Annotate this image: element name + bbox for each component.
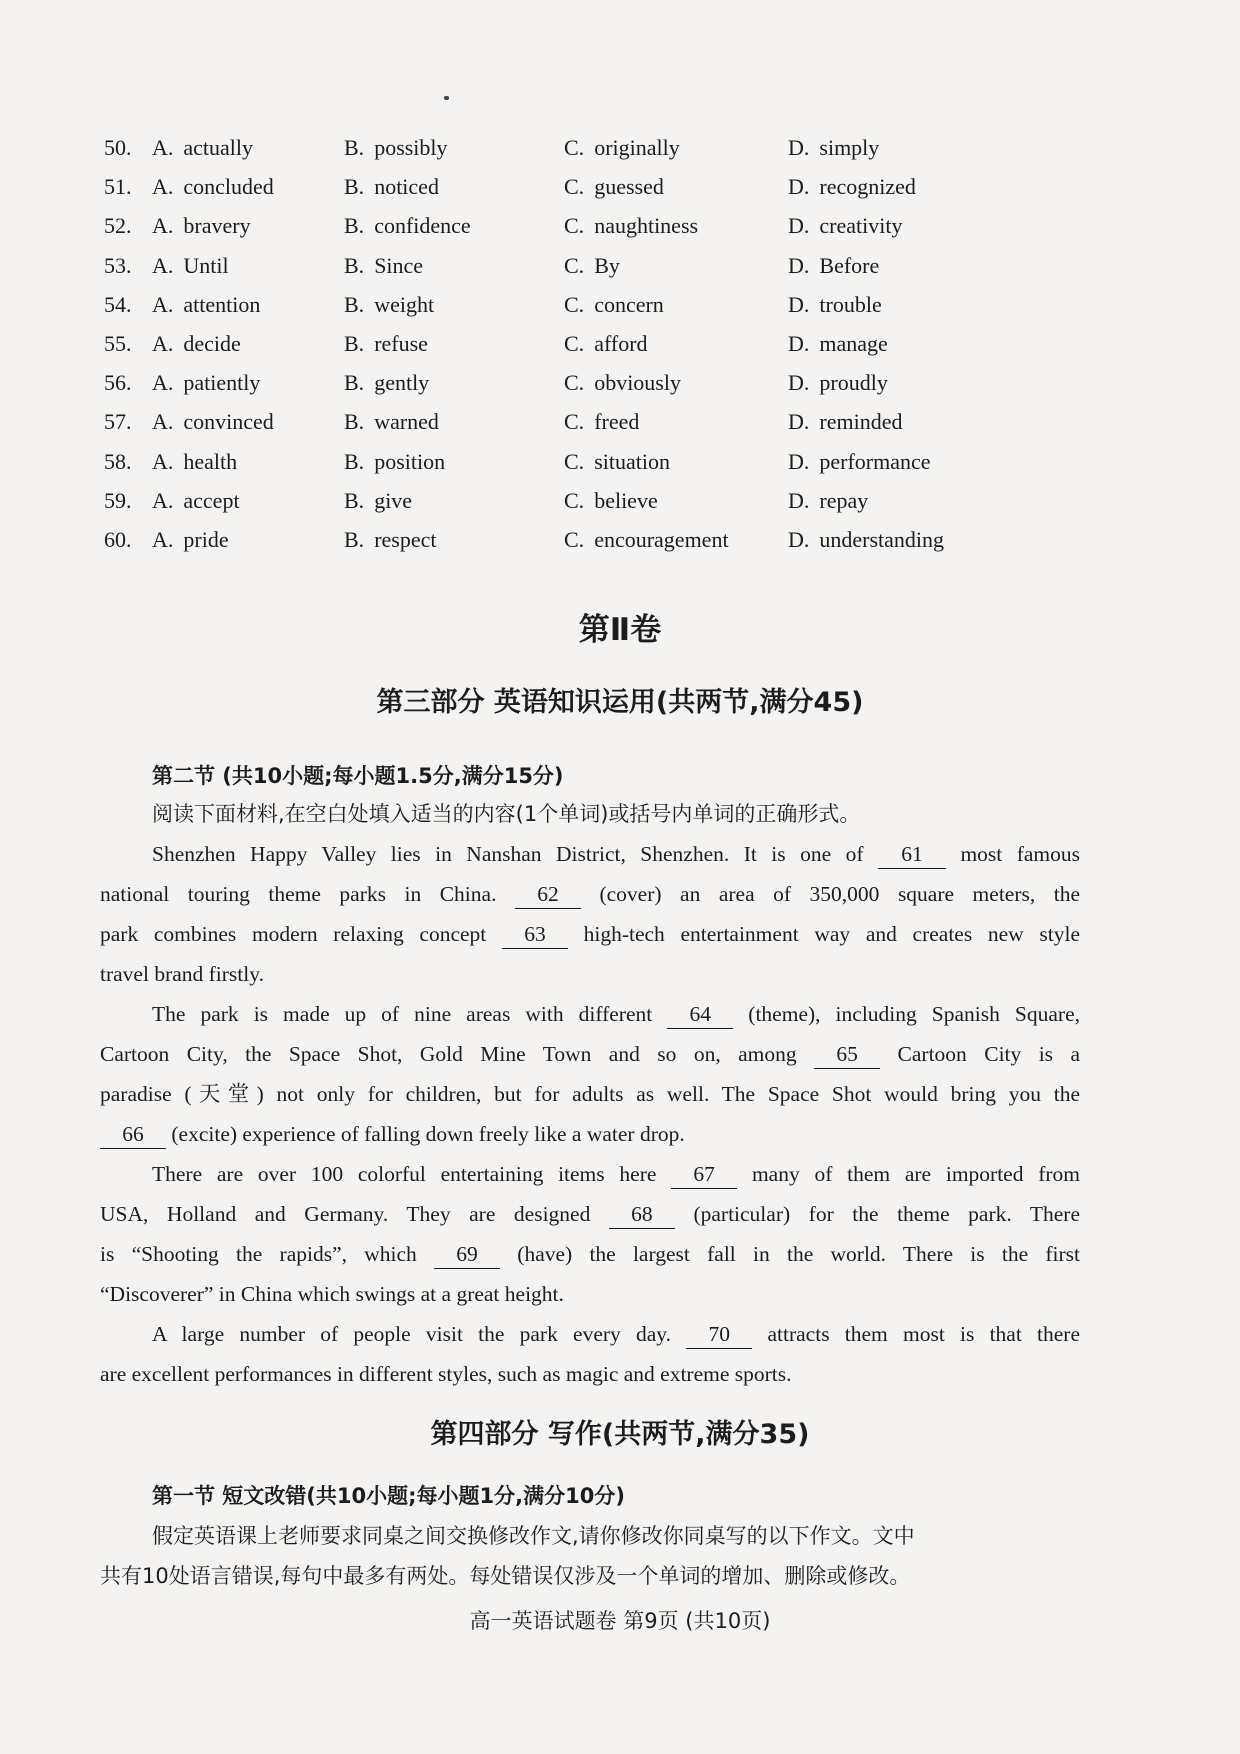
option-b — [344, 206, 471, 245]
passage-line — [100, 1194, 1080, 1234]
option-d — [788, 206, 902, 245]
option-letter: D. — [788, 174, 810, 200]
choice-row — [104, 246, 1004, 285]
passage-text: There are over 100 colorful entertaining items here — [152, 1162, 657, 1186]
passage-text: park combines modern relaxing concept — [100, 922, 487, 946]
passage-line — [100, 1034, 1080, 1074]
option-b — [344, 167, 439, 206]
option-letter: C. — [564, 526, 585, 552]
choice-row — [104, 402, 1004, 441]
option-d — [788, 324, 888, 363]
option-letter: A. — [152, 330, 174, 356]
option-d — [788, 128, 879, 167]
option-c — [564, 167, 664, 206]
option-text: concluded — [183, 174, 274, 200]
option-b — [344, 442, 445, 481]
option-letter: B. — [344, 291, 365, 317]
option-text: position — [374, 448, 446, 474]
option-text: give — [374, 487, 413, 513]
passage-text: attracts them most is that there — [767, 1322, 1080, 1346]
option-text: afford — [594, 330, 648, 356]
option-text: situation — [594, 448, 670, 474]
option-b — [344, 285, 434, 324]
blank-70: 70 — [686, 1320, 752, 1349]
option-a — [152, 206, 251, 245]
option-a — [152, 481, 240, 520]
choice-row — [104, 324, 1004, 363]
option-letter: C. — [564, 174, 585, 200]
option-a — [152, 520, 229, 559]
option-text: weight — [374, 291, 435, 317]
choice-table — [104, 128, 1004, 559]
option-d — [788, 402, 902, 441]
option-letter: C. — [564, 213, 585, 239]
option-text: recognized — [819, 174, 916, 200]
option-c — [564, 363, 681, 402]
option-text: refuse — [374, 330, 428, 356]
section1-instruction-line1: 假定英语课上老师要求同桌之间交换修改作文,请你修改你同桌写的以下作文。文中 — [152, 1524, 915, 1548]
blank-62: 62 — [515, 880, 581, 909]
option-a — [152, 128, 253, 167]
option-letter: C. — [564, 252, 585, 278]
option-letter: D. — [788, 448, 810, 474]
question-number: 59. — [104, 487, 132, 513]
option-text: respect — [374, 526, 437, 552]
question-number: 50. — [104, 135, 132, 160]
option-b — [344, 363, 429, 402]
passage-text: USA, Holland and Germany. They are designed — [100, 1202, 591, 1226]
option-letter: C. — [564, 135, 585, 160]
cloze-passage — [100, 834, 1080, 1394]
passage-line — [100, 1274, 1080, 1314]
blank-64: 64 — [667, 1000, 733, 1029]
option-c — [564, 402, 639, 441]
option-letter: D. — [788, 252, 810, 278]
option-letter: B. — [344, 370, 365, 396]
section1-heading: 第一节 短文改错(共10小题;每小题1分,满分10分) — [152, 1484, 625, 1508]
option-letter: A. — [152, 526, 174, 552]
option-letter: B. — [344, 526, 365, 552]
section1-instruction-line2: 共有10处语言错误,每句中最多有两处。每处错误仅涉及一个单词的增加、删除或修改。 — [100, 1564, 911, 1588]
option-c — [564, 442, 670, 481]
page-footer: 高一英语试题卷 第9页 (共10页) — [469, 1609, 771, 1633]
option-text: confidence — [374, 213, 471, 239]
passage-text: The park is made up of nine areas with different — [152, 1002, 653, 1026]
passage-line — [100, 1154, 1080, 1194]
option-text: By — [594, 252, 620, 278]
option-text: actually — [183, 135, 254, 160]
option-a — [152, 167, 274, 206]
option-text: gently — [374, 370, 430, 396]
option-text: performance — [819, 448, 931, 474]
option-c — [564, 128, 680, 167]
option-b — [344, 402, 439, 441]
passage-text: A large number of people visit the park every day. — [152, 1322, 672, 1346]
option-letter: B. — [344, 487, 365, 513]
passage-text: is “Shooting the rapids”, which — [100, 1242, 417, 1266]
question-number: 55. — [104, 330, 132, 356]
option-letter: B. — [344, 252, 365, 278]
passage-text: Cartoon City, the Space Shot, Gold Mine Town and so on, among — [100, 1042, 797, 1066]
option-text: reminded — [819, 409, 903, 435]
passage-line — [100, 1354, 1080, 1394]
option-letter: B. — [344, 448, 365, 474]
option-text: manage — [819, 330, 888, 356]
passage-line — [100, 954, 1080, 994]
section2-instruction: 阅读下面材料,在空白处填入适当的内容(1个单词)或括号内单词的正确形式。 — [152, 802, 861, 826]
passage-line — [100, 914, 1080, 954]
option-b — [344, 324, 428, 363]
option-letter: B. — [344, 409, 365, 435]
option-letter: C. — [564, 448, 585, 474]
choice-row — [104, 167, 1004, 206]
option-d — [788, 363, 888, 402]
option-text: freed — [594, 409, 640, 435]
section2-heading: 第二节 (共10小题;每小题1.5分,满分15分) — [152, 764, 564, 788]
option-text: creativity — [819, 213, 903, 239]
question-number: 53. — [104, 252, 132, 278]
passage-line — [100, 874, 1080, 914]
passage-line — [100, 1074, 1080, 1114]
blank-68: 68 — [609, 1200, 675, 1229]
option-letter: A. — [152, 135, 174, 160]
option-letter: D. — [788, 135, 810, 160]
option-b — [344, 246, 423, 285]
passage-text: (have) the largest fall in the world. There is the first — [517, 1242, 1081, 1266]
option-a — [152, 442, 237, 481]
option-letter: C. — [564, 370, 585, 396]
choice-row — [104, 442, 1004, 481]
option-letter: D. — [788, 526, 810, 552]
option-letter: D. — [788, 330, 810, 356]
passage-text: Cartoon City is a — [897, 1042, 1081, 1066]
option-letter: D. — [788, 370, 810, 396]
passage-line — [100, 1234, 1080, 1274]
option-a — [152, 324, 241, 363]
option-d — [788, 520, 944, 559]
option-b — [344, 128, 448, 167]
passage-text: most famous — [960, 842, 1081, 866]
option-text: warned — [374, 409, 439, 435]
passage-text: national touring theme parks in China. — [100, 882, 497, 906]
passage-text: paradise (天堂) not only for children, but for adults as well. The Space Shot would bring you the — [100, 1082, 1080, 1106]
option-letter: D. — [788, 213, 810, 239]
option-text: decide — [183, 330, 241, 356]
blank-61: 61 — [878, 840, 946, 869]
passage-text: are excellent performances in different styles, such as magic and extreme sports. — [100, 1362, 792, 1386]
option-a — [152, 363, 260, 402]
option-text: believe — [594, 487, 658, 513]
option-letter: C. — [564, 409, 585, 435]
option-c — [564, 481, 658, 520]
passage-line — [100, 994, 1080, 1034]
passage-line — [100, 1114, 1080, 1154]
option-text: Before — [819, 252, 880, 278]
option-text: trouble — [819, 291, 882, 317]
option-letter: A. — [152, 252, 174, 278]
scan-mark — [444, 96, 449, 100]
option-text: understanding — [819, 526, 945, 552]
question-number: 52. — [104, 213, 132, 239]
option-text: originally — [594, 135, 680, 160]
option-letter: A. — [152, 370, 174, 396]
option-text: Since — [374, 252, 424, 278]
option-text: simply — [819, 135, 880, 160]
option-c — [564, 206, 698, 245]
option-text: noticed — [374, 174, 439, 200]
passage-text: high-tech entertainment way and creates new style — [583, 922, 1080, 946]
question-number: 60. — [104, 526, 132, 552]
choice-row — [104, 481, 1004, 520]
option-text: pride — [183, 526, 229, 552]
blank-63: 63 — [502, 920, 568, 949]
choice-row — [104, 285, 1004, 324]
option-text: repay — [819, 487, 869, 513]
option-letter: C. — [564, 330, 585, 356]
option-text: proudly — [819, 370, 888, 396]
question-number: 58. — [104, 448, 132, 474]
option-letter: A. — [152, 291, 174, 317]
option-d — [788, 442, 931, 481]
passage-text: travel brand firstly. — [100, 962, 264, 986]
option-c — [564, 324, 648, 363]
option-text: Until — [183, 252, 229, 278]
option-d — [788, 167, 916, 206]
passage-text: (theme), including Spanish Square, — [748, 1002, 1080, 1026]
option-c — [564, 520, 729, 559]
option-letter: A. — [152, 174, 174, 200]
option-b — [344, 520, 436, 559]
option-d — [788, 285, 882, 324]
option-text: attention — [183, 291, 261, 317]
passage-line — [100, 834, 1080, 874]
option-letter: D. — [788, 487, 810, 513]
question-number: 57. — [104, 409, 132, 435]
blank-65: 65 — [814, 1040, 880, 1069]
option-letter: B. — [344, 174, 365, 200]
part3-title: 第三部分 英语知识运用(共两节,满分45) — [376, 687, 864, 718]
option-a — [152, 246, 229, 285]
question-number: 51. — [104, 174, 132, 200]
passage-text: (cover) an area of 350,000 square meters, the — [599, 882, 1081, 906]
option-c — [564, 246, 620, 285]
option-letter: D. — [788, 409, 810, 435]
option-text: concern — [594, 291, 664, 317]
option-b — [344, 481, 412, 520]
option-text: accept — [183, 487, 240, 513]
passage-text: “Discoverer” in China which swings at a great height. — [100, 1282, 564, 1306]
option-letter: C. — [564, 487, 585, 513]
option-text: patiently — [183, 370, 261, 396]
option-d — [788, 246, 879, 285]
passage-text: many of them are imported from — [751, 1162, 1081, 1186]
option-letter: A. — [152, 409, 174, 435]
option-text: convinced — [183, 409, 274, 435]
passage-line — [100, 1314, 1080, 1354]
choice-row — [104, 206, 1004, 245]
option-text: encouragement — [594, 526, 729, 552]
option-letter: A. — [152, 213, 174, 239]
option-text: naughtiness — [594, 213, 699, 239]
option-letter: D. — [788, 291, 810, 317]
option-text: possibly — [374, 135, 448, 160]
passage-text: (excite) experience of falling down freely like a water drop. — [171, 1122, 685, 1146]
option-letter: C. — [564, 291, 585, 317]
option-a — [152, 285, 260, 324]
question-number: 54. — [104, 291, 132, 317]
choice-row — [104, 363, 1004, 402]
option-letter: B. — [344, 213, 365, 239]
option-letter: B. — [344, 330, 365, 356]
option-letter: A. — [152, 448, 174, 474]
option-text: health — [183, 448, 238, 474]
volume-title: 第Ⅱ卷 — [578, 612, 662, 648]
blank-66: 66 — [100, 1120, 166, 1149]
choice-row — [104, 128, 1004, 167]
option-letter: A. — [152, 487, 174, 513]
question-number: 56. — [104, 370, 132, 396]
part4-title: 第四部分 写作(共两节,满分35) — [430, 1419, 810, 1450]
option-text: obviously — [594, 370, 681, 396]
option-d — [788, 481, 868, 520]
passage-text: (particular) for the theme park. There — [693, 1202, 1081, 1226]
blank-69: 69 — [434, 1240, 500, 1269]
option-c — [564, 285, 664, 324]
blank-67: 67 — [671, 1160, 737, 1189]
option-text: bravery — [183, 213, 251, 239]
option-letter: B. — [344, 135, 365, 160]
choice-row — [104, 520, 1004, 559]
option-a — [152, 402, 274, 441]
option-text: guessed — [594, 174, 664, 200]
passage-text: Shenzhen Happy Valley lies in Nanshan District, Shenzhen. It is one of — [152, 842, 864, 866]
